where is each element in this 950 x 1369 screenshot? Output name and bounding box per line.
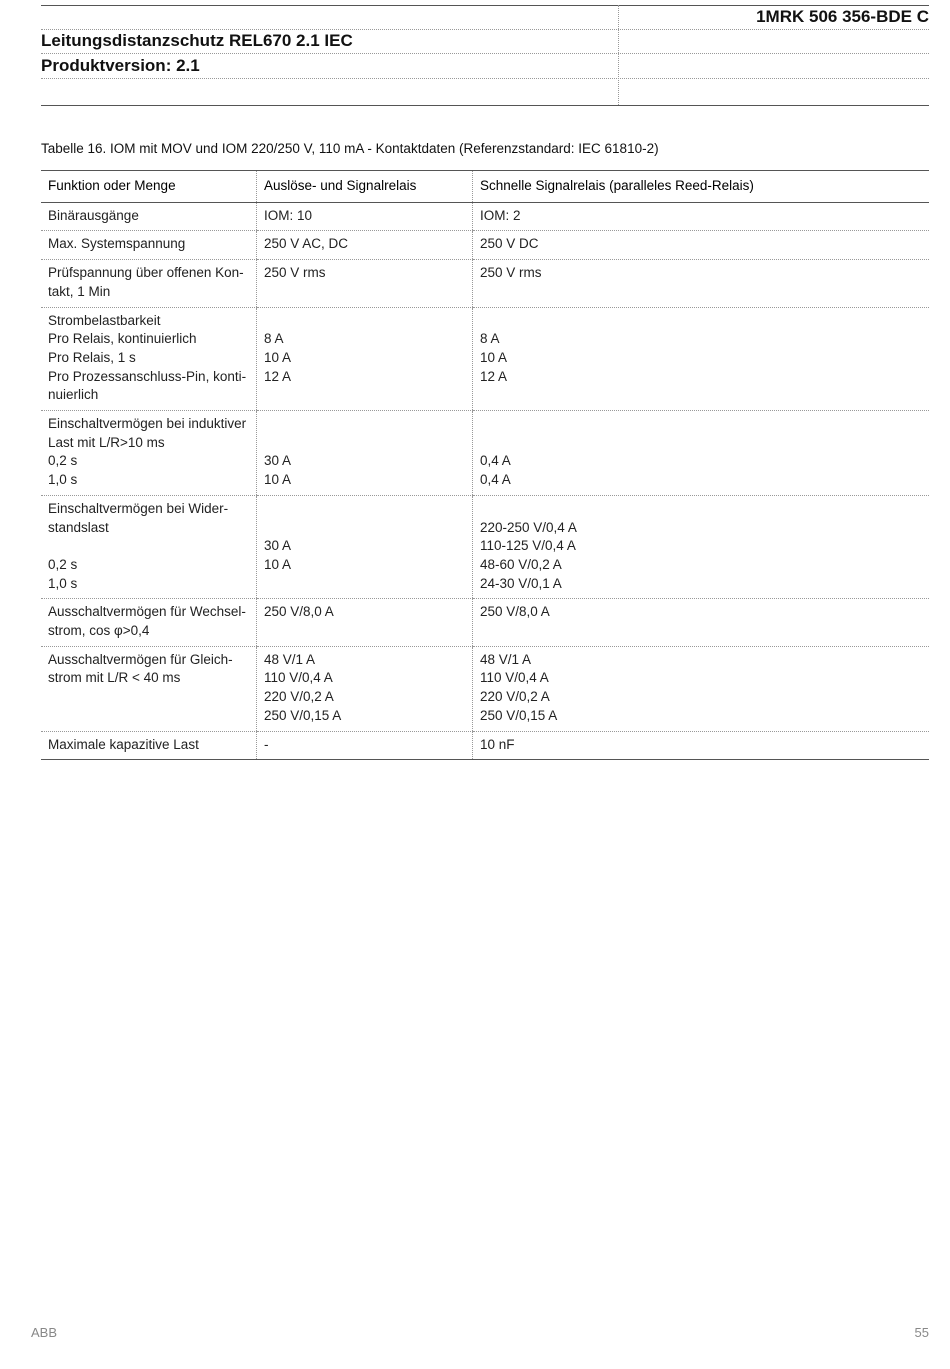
table-row — [41, 646, 929, 731]
header-rule-dotted — [41, 53, 929, 54]
cell-line: 0,2 s — [48, 556, 78, 572]
table-row — [41, 260, 929, 307]
product-version: Produktversion: 2.1 — [41, 56, 200, 75]
cell-line: 8 A — [264, 331, 284, 347]
cell-line: Ausschaltvermögen für Wechsel- — [48, 604, 246, 620]
cell-line — [264, 312, 465, 331]
page-header — [41, 5, 929, 106]
table-row — [41, 731, 929, 760]
cell-line: Prüfspannung über offenen Kon- — [48, 265, 244, 281]
cell-line: 250 V DC — [480, 236, 539, 252]
cell-line: 1,0 s — [48, 575, 78, 591]
cell-line: Pro Relais, 1 s — [48, 349, 136, 365]
cell-line — [480, 415, 922, 434]
table-cell — [473, 231, 930, 260]
cell-line: Last mit L/R>10 ms — [48, 434, 165, 450]
table-cell — [257, 646, 473, 731]
cell-line: Einschaltvermögen bei induktiver — [48, 416, 247, 432]
cell-line: 250 V rms — [480, 265, 542, 281]
table-cell — [41, 260, 257, 307]
cell-line: Einschaltvermögen bei Wider- — [48, 500, 229, 516]
cell-line: Max. Systemspannung — [48, 236, 186, 252]
cell-line: Pro Prozessanschluss-Pin, konti- — [48, 368, 247, 384]
cell-line — [48, 537, 249, 556]
cell-line: 250 V AC, DC — [264, 236, 349, 252]
table-cell — [473, 202, 930, 231]
cell-line: 220-250 V/0,4 A — [480, 519, 577, 535]
cell-line: 250 V/8,0 A — [480, 604, 550, 620]
table-cell — [41, 646, 257, 731]
cell-line: 250 V/0,15 A — [480, 707, 558, 723]
table-cell — [473, 731, 930, 760]
cell-line: 10 A — [480, 349, 508, 365]
cell-line — [480, 434, 922, 453]
table-cell — [257, 599, 473, 646]
cell-line — [264, 415, 465, 434]
cell-line: 12 A — [480, 368, 508, 384]
cell-line: Maximale kapazitive Last — [48, 736, 199, 752]
cell-line: nuierlich — [48, 387, 99, 403]
cell-line: 220 V/0,2 A — [264, 689, 334, 705]
table-cell — [473, 646, 930, 731]
cell-line: 48-60 V/0,2 A — [480, 556, 562, 572]
table-body — [41, 202, 929, 760]
cell-line: 110 V/0,4 A — [264, 670, 333, 686]
table-cell — [41, 495, 257, 599]
cell-line: 0,4 A — [480, 472, 511, 488]
table-row — [41, 411, 929, 496]
table-caption: Tabelle 16. IOM mit MOV und IOM 220/250 V, 110 mA - Kontaktdaten (Referenzstandard: IEC 61810-2) — [41, 141, 659, 156]
cell-line — [480, 500, 922, 519]
header-rule-bottom — [41, 105, 929, 106]
table-cell — [41, 231, 257, 260]
table-cell — [473, 495, 930, 599]
table-cell — [257, 202, 473, 231]
table-cell — [473, 599, 930, 646]
header-rule-top — [41, 5, 929, 6]
cell-line: 48 V/1 A — [264, 651, 316, 667]
header-rule-dotted — [41, 78, 929, 79]
cell-line: Strombelastbarkeit — [48, 312, 161, 328]
table-row — [41, 495, 929, 599]
cell-line: Ausschaltvermögen für Gleich- — [48, 651, 233, 667]
cell-line: - — [264, 736, 269, 752]
cell-line: 10 A — [264, 556, 292, 572]
table-cell — [41, 411, 257, 496]
column-header: Schnelle Signalrelais (paralleles Reed-Relais) — [473, 171, 930, 203]
document-number: 1MRK 506 356-BDE C — [756, 7, 929, 26]
cell-line: 0,4 A — [480, 453, 511, 469]
column-header: Funktion oder Menge — [41, 171, 257, 203]
cell-line: 8 A — [480, 331, 500, 347]
footer-brand: ABB — [31, 1325, 58, 1340]
cell-line: 24-30 V/0,1 A — [480, 575, 562, 591]
header-column-divider — [618, 5, 619, 105]
cell-line — [264, 519, 465, 538]
cell-line: 10 nF — [480, 736, 515, 752]
table-cell — [41, 731, 257, 760]
cell-line: 1,0 s — [48, 472, 78, 488]
table-row — [41, 202, 929, 231]
cell-line — [264, 434, 465, 453]
table-cell — [257, 307, 473, 411]
table-cell — [473, 307, 930, 411]
table-cell — [41, 202, 257, 231]
contact-data-table — [41, 170, 929, 760]
cell-line: 10 A — [264, 349, 292, 365]
table-cell — [41, 307, 257, 411]
page-number: 55 — [914, 1325, 929, 1340]
cell-line: 220 V/0,2 A — [480, 689, 550, 705]
cell-line: 48 V/1 A — [480, 651, 532, 667]
table-cell — [257, 495, 473, 599]
table-cell — [41, 599, 257, 646]
cell-line: 110 V/0,4 A — [480, 670, 549, 686]
cell-line: 250 V/8,0 A — [264, 604, 334, 620]
cell-line: strom, cos φ>0,4 — [48, 623, 150, 639]
cell-line: Pro Relais, kontinuierlich — [48, 331, 197, 347]
table-cell — [257, 231, 473, 260]
column-header: Auslöse- und Signalrelais — [257, 171, 473, 203]
table-row — [41, 599, 929, 646]
table-cell — [473, 260, 930, 307]
cell-line — [264, 500, 465, 519]
cell-line: 30 A — [264, 538, 292, 554]
cell-line: 250 V/0,15 A — [264, 707, 342, 723]
cell-line: 110-125 V/0,4 A — [480, 538, 576, 554]
cell-line — [480, 312, 922, 331]
cell-line: 250 V rms — [264, 265, 326, 281]
table-cell — [473, 411, 930, 496]
cell-line: Binärausgänge — [48, 207, 139, 223]
document-title: Leitungsdistanzschutz REL670 2.1 IEC — [41, 31, 353, 50]
header-rule-dotted — [41, 29, 929, 30]
table-cell — [257, 731, 473, 760]
table-cell — [257, 411, 473, 496]
table-row — [41, 231, 929, 260]
table-row — [41, 307, 929, 411]
cell-line: IOM: 2 — [480, 207, 521, 223]
cell-line: strom mit L/R < 40 ms — [48, 670, 181, 686]
cell-line: 10 A — [264, 472, 292, 488]
cell-line: IOM: 10 — [264, 207, 313, 223]
table-cell — [257, 260, 473, 307]
cell-line: 12 A — [264, 368, 292, 384]
cell-line: standslast — [48, 519, 109, 535]
cell-line: 30 A — [264, 453, 292, 469]
cell-line: 0,2 s — [48, 453, 78, 469]
cell-line: takt, 1 Min — [48, 283, 111, 299]
table-header-row — [41, 171, 929, 203]
